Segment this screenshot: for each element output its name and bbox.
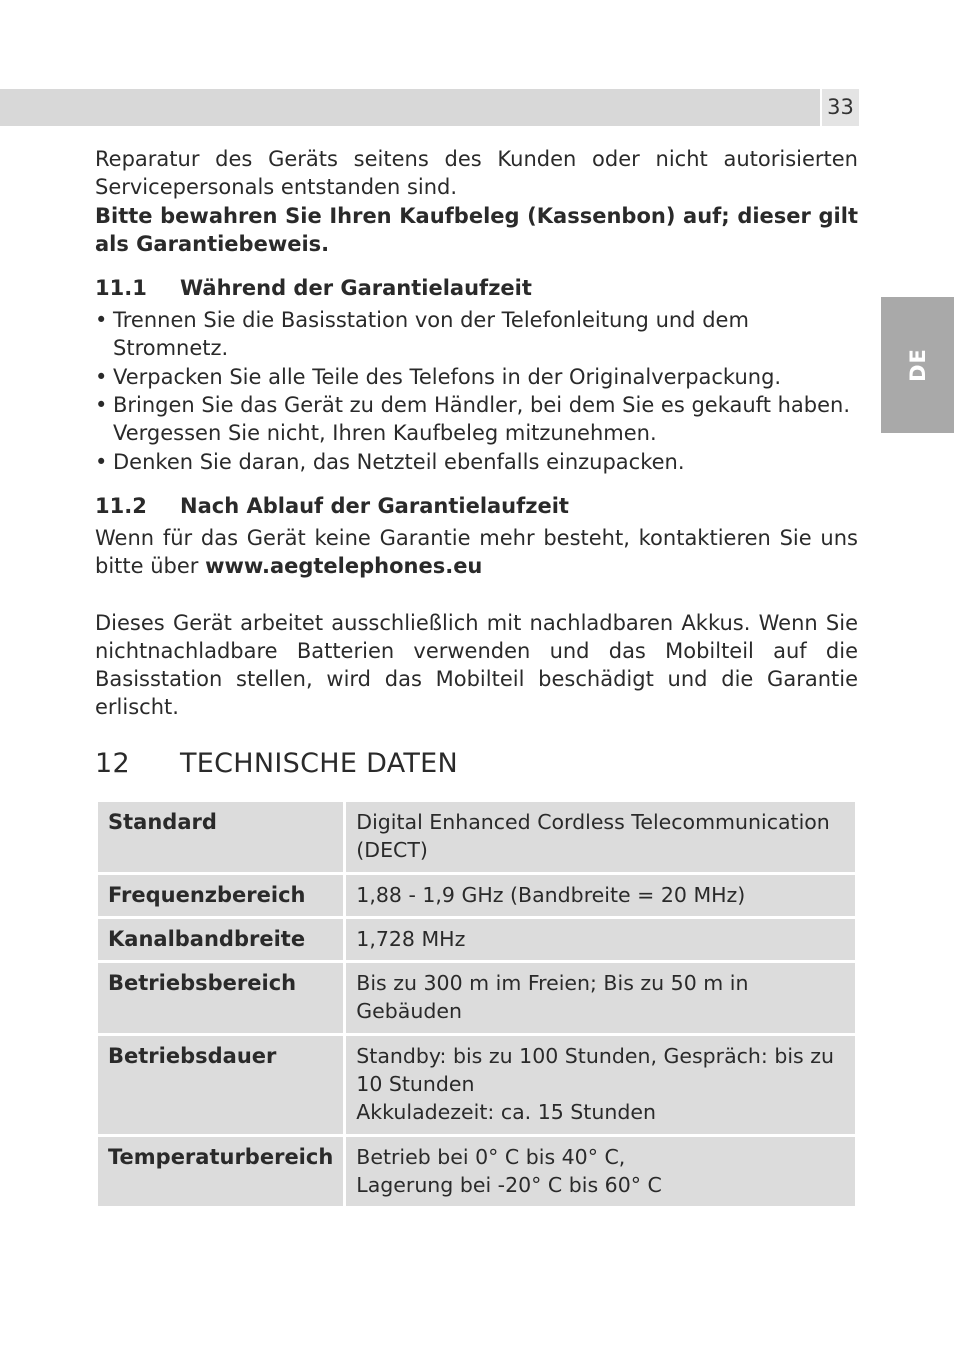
section-12-number: 12 (95, 748, 130, 779)
section-12-title: TECHNISCHE DATEN (180, 748, 459, 779)
section-11-1-number: 11.1 (95, 276, 147, 301)
section-12-heading (95, 748, 458, 779)
technical-data-table (95, 799, 858, 1209)
receipt-note: Bitte bewahren Sie Ihren Kaufbeleg (Kassenbon) auf; dieser gilt als Garantiebeweis. (95, 203, 858, 256)
intro-paragraph: Reparatur des Geräts seitens des Kunden oder nicht autorisierten Servicepersonals entstanden sind. (95, 147, 858, 200)
spec-label: Standard (98, 802, 343, 872)
section-11-2-heading (95, 492, 858, 520)
table-row (98, 875, 855, 916)
spec-value: 1,88 - 1,9 GHz (Bandbreite = 20 MHz) (346, 875, 855, 916)
warranty-steps-list (95, 306, 858, 476)
spec-label: Temperaturbereich (98, 1137, 343, 1207)
table-row (98, 802, 855, 872)
table-row (98, 1036, 855, 1134)
list-item: • Bringen Sie das Gerät zu dem Händler, bei dem Sie es gekauft haben. Vergessen Sie nicht, Ihren Kaufbeleg mitzunehmen. (95, 393, 851, 446)
spec-value: 1,728 MHz (346, 919, 855, 960)
header-bar (0, 89, 820, 126)
list-item: • Trennen Sie die Basisstation von der Telefonleitung und dem Stromnetz. (95, 308, 749, 361)
spec-value: Standby: bis zu 100 Stunden, Gespräch: bis zu 10 Stunden Akkuladezeit: ca. 15 Stunden (346, 1036, 855, 1134)
language-tab (881, 297, 954, 433)
website-link[interactable]: www.aegtelephones.eu (205, 554, 483, 579)
main-content (95, 145, 858, 722)
spec-label: Frequenzbereich (98, 875, 343, 916)
list-item: • Denken Sie daran, das Netzteil ebenfalls einzupacken. (95, 449, 685, 474)
table-row (98, 963, 855, 1033)
list-item: • Verpacken Sie alle Teile des Telefons in der Originalverpackung. (95, 364, 782, 389)
spec-value: Bis zu 300 m im Freien; Bis zu 50 m in Gebäuden (346, 963, 855, 1033)
section-11-2-title: Nach Ablauf der Garantielaufzeit (180, 493, 569, 518)
table-row (98, 919, 855, 960)
table-row (98, 1137, 855, 1207)
spec-label: Betriebsdauer (98, 1036, 343, 1134)
spec-value: Digital Enhanced Cordless Telecommunication (DECT) (346, 802, 855, 872)
after-warranty-paragraph: Wenn für das Gerät keine Garantie mehr besteht, kontaktieren Sie uns bitte über www.aegtelephones.eu (95, 525, 858, 579)
battery-note: Dieses Gerät arbeitet ausschließlich mit nachladbaren Akkus. Wenn Sie nichtnachladbare Batterien verwenden und das Mobilteil auf die Basisstation stellen, wird das Mobilteil beschädigt und die Garantie erlischt. (95, 610, 858, 720)
section-11-1-title: Während der Garantielaufzeit (180, 276, 532, 301)
section-11-1-heading (95, 274, 858, 302)
section-11-2-number: 11.2 (95, 493, 147, 518)
language-tab-label: DE (905, 348, 930, 382)
spec-value: Betrieb bei 0° C bis 40° C, Lagerung bei -20° C bis 60° C (346, 1137, 855, 1207)
spec-label: Kanalbandbreite (98, 919, 343, 960)
page-number: 33 (822, 89, 859, 126)
spec-label: Betriebsbereich (98, 963, 343, 1033)
